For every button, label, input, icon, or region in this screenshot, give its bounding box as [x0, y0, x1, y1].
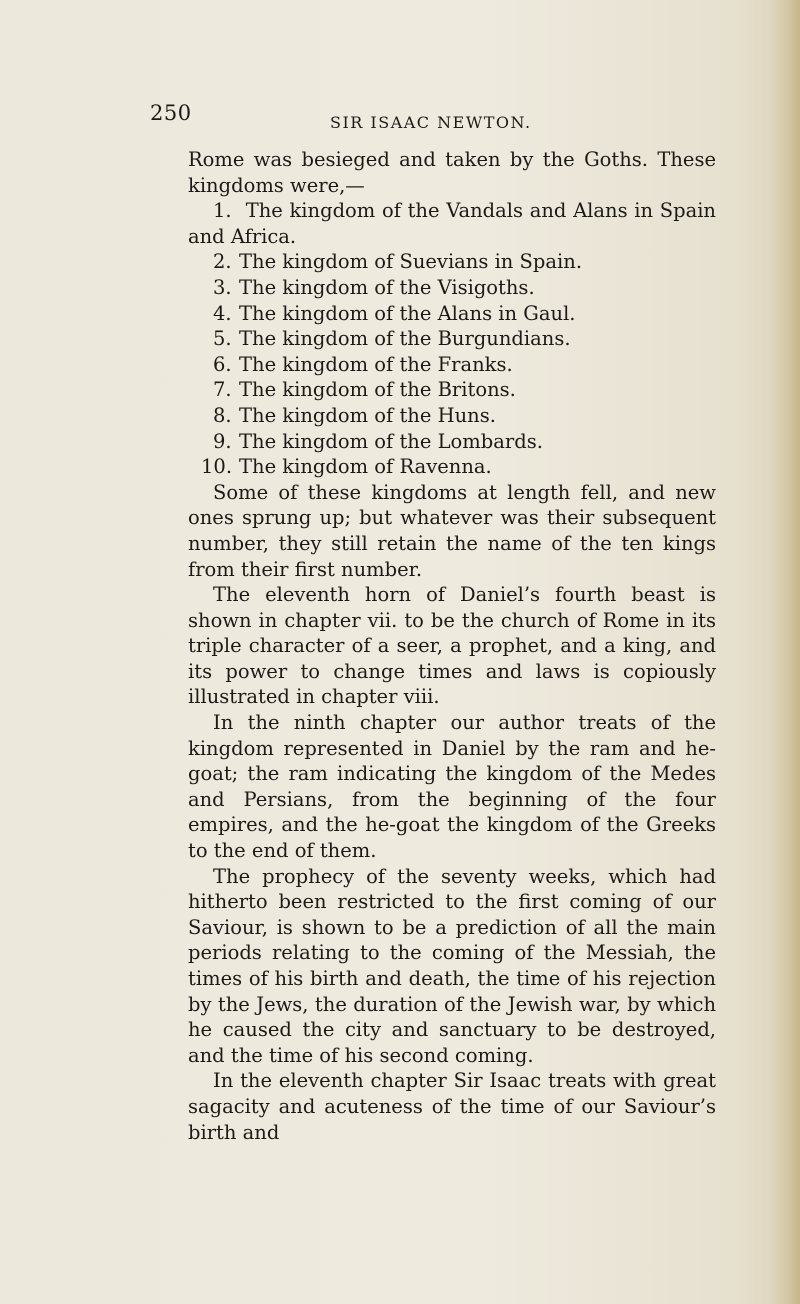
- item-number: 10.: [201, 455, 233, 479]
- list-item: [188, 275, 716, 301]
- page-number: 250: [150, 101, 192, 125]
- body-text: [188, 147, 716, 1145]
- list-item: [188, 198, 716, 249]
- paragraph: In the eleventh chapter Sir Isaac treats with great sagacity and acuteness of the time of our Saviour’s birth and: [188, 1069, 716, 1144]
- list-item: [188, 429, 716, 455]
- list-item: [188, 352, 716, 378]
- item-text: The kingdom of the Lombards.: [239, 429, 543, 453]
- item-number: 1.: [213, 199, 232, 223]
- item-text: The kingdom of the Visigoths.: [239, 275, 535, 299]
- list-item: [188, 326, 716, 352]
- list-item: [188, 454, 716, 480]
- item-text: The kingdom of the Burgundians.: [239, 327, 571, 351]
- paragraph: The prophecy of the seventy weeks, which had hitherto been restricted to the first coming of our Saviour, is shown to be a prediction of all the main periods relating to the coming of the Messiah, the times of his birth and death, the time of his rejection by the Jews, the duration of the Jewish war, by which he caused the city and sanctuary to be destroyed, and the time of his second coming.: [188, 864, 716, 1067]
- item-number: 6.: [213, 352, 232, 376]
- item-text: The kingdom of the Britons.: [239, 378, 516, 402]
- list-item: [188, 377, 716, 403]
- item-number: 2.: [213, 250, 232, 274]
- item-number: 4.: [213, 301, 232, 325]
- item-number: 9.: [213, 429, 232, 453]
- item-number: 8.: [213, 403, 232, 427]
- paragraph: Some of these kingdoms at length fell, and new ones sprung up; but whatever was their subsequent number, they still retain the name of the ten kings from their first number.: [188, 480, 716, 581]
- item-number: 5.: [213, 327, 232, 351]
- page-edge-shading: [770, 0, 800, 1304]
- paragraph: In the ninth chapter our author treats of the kingdom represented in Daniel by the ram and he-goat; the ram indicating the kingdom of the Medes and Persians, from the beginning of the four empires, and the he-goat the kingdom of the Greeks to the end of them.: [188, 711, 716, 863]
- item-text: The kingdom of Ravenna.: [239, 455, 492, 479]
- item-text: The kingdom of the Alans in Gaul.: [239, 301, 576, 325]
- running-head: SIR ISAAC NEWTON.: [330, 113, 532, 132]
- item-text: The kingdom of the Vandals and Alans in Spain and Africa.: [188, 199, 716, 248]
- list-item: [188, 301, 716, 327]
- item-number: 7.: [213, 378, 232, 402]
- item-text: The kingdom of the Franks.: [239, 352, 513, 376]
- item-text: The kingdom of the Huns.: [239, 403, 496, 427]
- paragraph-intro: Rome was besieged and taken by the Goths. These kingdoms were,—: [188, 148, 716, 197]
- item-number: 3.: [213, 275, 232, 299]
- list-item: [188, 249, 716, 275]
- paragraph: The eleventh horn of Daniel’s fourth beast is shown in chapter vii. to be the church of Rome in its triple character of a seer, a prophet, and a king, and its power to change times and laws is copiously illustrated in chapter viii.: [188, 583, 716, 709]
- kingdom-list: [188, 198, 716, 480]
- list-item: [188, 403, 716, 429]
- item-text: The kingdom of Suevians in Spain.: [239, 250, 583, 274]
